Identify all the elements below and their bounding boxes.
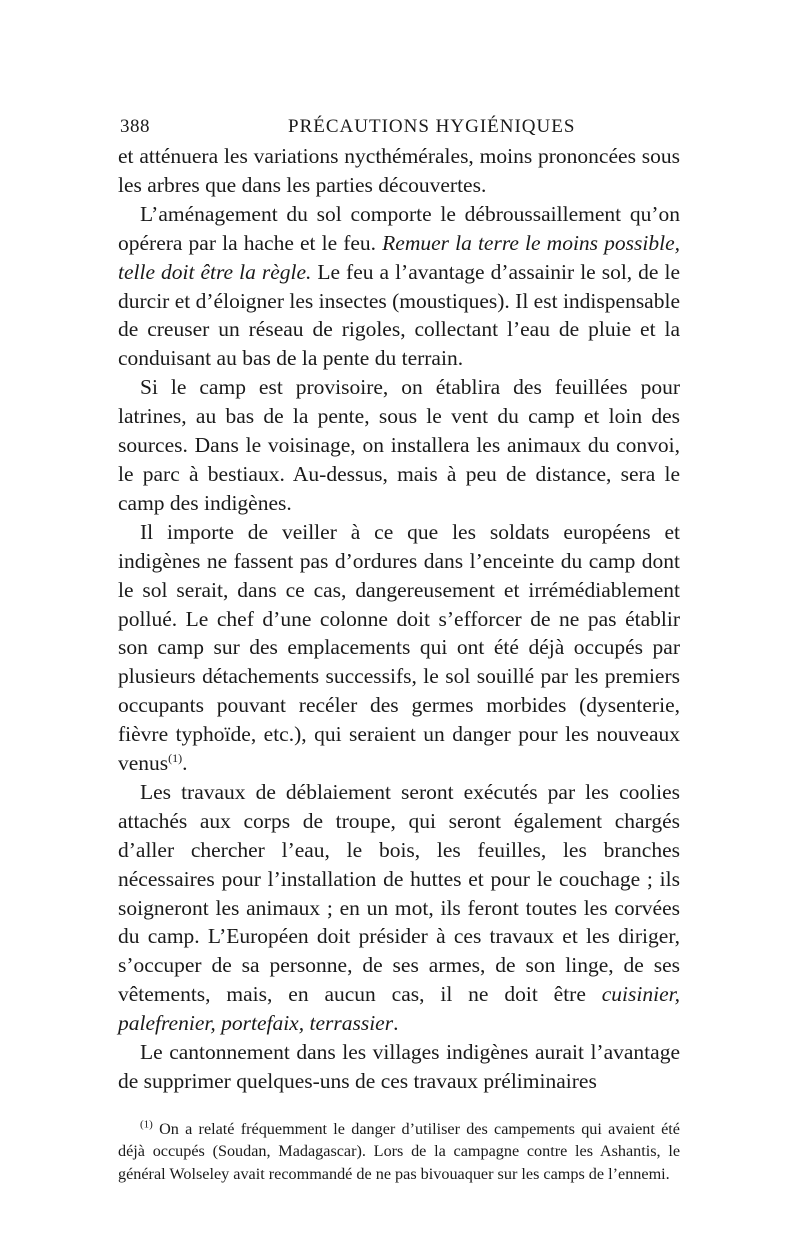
paragraph-6-text: Le cantonnement dans les villages indigènes aurait l’avantage de supprimer quelques-uns de ces travaux préliminaires	[118, 1040, 680, 1093]
paragraph-5	[118, 778, 680, 1038]
paragraph-1	[118, 142, 680, 200]
paragraph-4	[118, 518, 680, 778]
body-text	[118, 142, 680, 1096]
page-number: 388	[120, 116, 150, 137]
footnote-reference: (1)	[168, 750, 183, 765]
paragraph-1-text: et atténuera les variations nycthémérales, moins prononcées sous les arbres que dans les parties découvertes.	[118, 144, 680, 197]
paragraph-3-text: Si le camp est provisoire, on établira des feuillées pour latrines, au bas de la pente, sous le vent du camp et loin des sources. Dans le voisinage, on installera les animaux du convoi, le parc à bestiaux. Au-dessus, mais à peu de distance, sera le camp des indigènes.	[118, 375, 680, 515]
footnote	[118, 1118, 680, 1186]
page-header	[118, 112, 680, 142]
paragraph-6	[118, 1038, 680, 1096]
paragraph-2-text-a: L’aménagement du sol comporte le débroussaillement qu’on opérera par la hache et le feu.	[118, 201, 680, 255]
paragraph-5-end: .	[393, 1011, 399, 1036]
paragraph-5-emphasis: cuisinier, palefrenier, portefaix, terrassier	[118, 982, 680, 1036]
footnote-text: On a relaté fréquemment le danger d’utiliser des campements qui avaient été déjà occupés (Soudan, Madagascar). Lors de la campagne contre les Ashantis, le général Wolseley avait recommandé de ne pas bivouaquer sur les camps de l’ennemi.	[118, 1119, 680, 1183]
footnote-paragraph	[118, 1118, 680, 1186]
paragraph-2-text-b: Le feu a l’avantage d’assainir le sol, de le durcir et d’éloigner les insectes (moustiques). Il est indispensable de creuser un réseau de rigoles, collectant l’eau de pluie et la conduisant au bas de la pente du terrain.	[118, 259, 680, 371]
paragraph-3	[118, 373, 680, 518]
paragraph-5-text: Les travaux de déblaiement seront exécutés par les coolies attachés aux corps de troupe, qui seront également chargés d’aller chercher l’eau, le bois, les feuilles, les branches nécessaires pour l’installation de huttes et pour le couchage ; ils soigneront les animaux ; en un mot, ils feront toutes les corvées du camp. L’Européen doit présider à ces travaux et les diriger, s’occuper de sa personne, de ses armes, de son linge, de ses vêtements, mais, en aucun cas, il ne doit être	[118, 779, 680, 1007]
running-title: PRÉCAUTIONS HYGIÉNIQUES	[288, 116, 576, 137]
book-page	[118, 112, 680, 1185]
paragraph-4-end: .	[182, 751, 188, 776]
paragraph-2	[118, 200, 680, 373]
paragraph-4-text: Il importe de veiller à ce que les soldats européens et indigènes ne fassent pas d’ordures dans l’enceinte du camp dont le sol serait, dans ce cas, dangereusement et irrémédiablement pollué. Le chef d’une colonne doit s’efforcer de ne pas établir son camp sur des emplacements qui ont été déjà occupés par plusieurs détachements successifs, le sol souillé par les premiers occupants pouvant recéler des germes morbides (dysenterie, fièvre typhoïde, etc.), qui seraient un danger pour les nouveaux venus	[118, 519, 680, 776]
paragraph-2-emphasis: Remuer la terre le moins possible, telle doit être la règle.	[118, 230, 681, 284]
footnote-marker: (1)	[140, 1118, 153, 1131]
